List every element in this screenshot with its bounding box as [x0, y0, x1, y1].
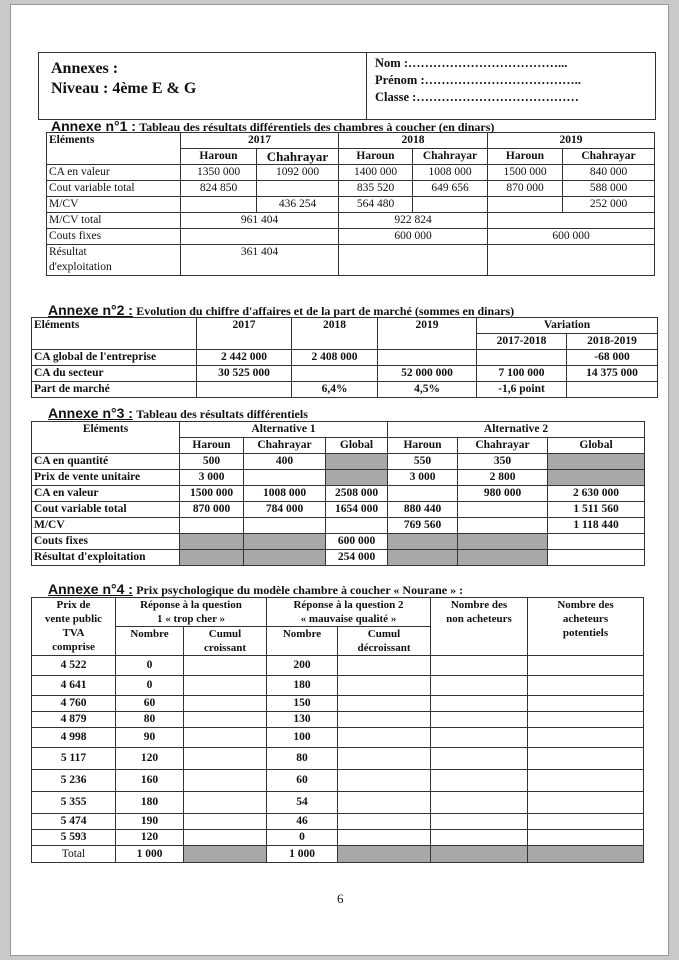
annexe3-heading: [48, 405, 308, 422]
nombre-cell: 180: [116, 792, 184, 814]
table-cell: 1092 000: [257, 165, 339, 181]
table-row: [32, 550, 645, 566]
row-label: Cout variable total: [32, 502, 180, 518]
prix-cell: 5 236: [32, 770, 116, 792]
table-cell: 2508 000: [326, 486, 388, 502]
table-cell: 600 000: [339, 229, 488, 245]
prix-cell: 4 879: [32, 712, 116, 728]
table-row: [32, 728, 644, 748]
row-label: CA en quantité: [32, 454, 180, 470]
row-label: M/CV: [32, 518, 180, 534]
nombre-cell: 190: [116, 814, 184, 830]
row-label: Couts fixes: [47, 229, 181, 245]
table-cell: 252 000: [563, 197, 655, 213]
empty-cell: [431, 830, 528, 846]
table-cell: 1 118 440: [548, 518, 645, 534]
nombre-cell: 60: [116, 696, 184, 712]
shaded-cell: [184, 846, 267, 863]
table-cell: 2 408 000: [292, 350, 378, 366]
empty-cell: [431, 712, 528, 728]
annexe2-title: Evolution du chiffre d'affaires et de la part de marché (sommes en dinars): [136, 304, 515, 318]
row-label: CA du secteur: [32, 366, 197, 382]
header-line: non acheteurs: [446, 613, 512, 625]
empty-cell: [528, 728, 644, 748]
year-header: 2017: [197, 318, 292, 350]
header-line: Réponse à la question: [140, 599, 242, 611]
elements-header: Eléments: [47, 133, 181, 165]
cumul-cell: [338, 728, 431, 748]
nombre-cell: 120: [116, 830, 184, 846]
table-cell: [292, 366, 378, 382]
product-header: Chahrayar: [413, 149, 488, 165]
table-cell: 961 404: [181, 213, 339, 229]
empty-cell: [431, 728, 528, 748]
table-row: [32, 712, 644, 728]
cumul-cell: [184, 656, 267, 676]
row-label: Part de marché: [32, 382, 197, 398]
header-box: [38, 52, 656, 120]
header-line: croissant: [204, 642, 246, 654]
table-cell: 550: [388, 454, 458, 470]
nombre-cell: 0: [116, 676, 184, 696]
table-cell: 2 800: [458, 470, 548, 486]
prix-header: [32, 598, 116, 656]
annexe4-heading: [48, 581, 463, 598]
nombre-cell: 0: [267, 830, 338, 846]
table-cell: 870 000: [488, 181, 563, 197]
table-row: [32, 656, 644, 676]
table-cell: -68 000: [567, 350, 658, 366]
table-cell: 564 480: [339, 197, 413, 213]
cumul-cell: [338, 830, 431, 846]
row-label: Résultat d'exploitation: [32, 550, 180, 566]
total-row: [32, 846, 644, 863]
annexe1-title: Tableau des résultats différentiels des chambres à coucher (en dinars): [139, 120, 495, 134]
alternative-header: Alternative 2: [388, 422, 645, 438]
header-line: vente public: [44, 613, 103, 625]
nombre-cell: 46: [267, 814, 338, 830]
shaded-cell: [244, 534, 326, 550]
cumul-cell: [184, 792, 267, 814]
annexes-title: Annexes :: [51, 60, 119, 77]
table-cell: 1 511 560: [548, 502, 645, 518]
prix-cell: 5 355: [32, 792, 116, 814]
header-line: Prix de: [56, 599, 91, 611]
shaded-cell: [338, 846, 431, 863]
shaded-cell: [458, 550, 548, 566]
nombre-header: Nombre: [267, 627, 338, 656]
empty-cell: [431, 792, 528, 814]
empty-cell: [528, 696, 644, 712]
header-line: acheteurs: [562, 613, 609, 625]
total-cell: 1 000: [267, 846, 338, 863]
table-cell: [458, 502, 548, 518]
nombre-cell: 160: [116, 770, 184, 792]
table-row: [32, 814, 644, 830]
alternative-header: Alternative 1: [180, 422, 388, 438]
table-cell: 14 375 000: [567, 366, 658, 382]
header-line: « mauvaise qualité »: [300, 613, 397, 625]
cumul-cell: [338, 748, 431, 770]
table-row: [47, 229, 655, 245]
header-line: TVA: [62, 627, 85, 639]
table-cell: [458, 518, 548, 534]
table-cell: 2 630 000: [548, 486, 645, 502]
header-line: Cumul: [208, 628, 242, 640]
cumul-cell: [338, 770, 431, 792]
table-cell: 500: [180, 454, 244, 470]
table-row: [47, 165, 655, 181]
shaded-cell: [244, 550, 326, 566]
prix-cell: 4 998: [32, 728, 116, 748]
table-cell: [181, 229, 339, 245]
nombre-cell: 80: [267, 748, 338, 770]
row-label: Couts fixes: [32, 534, 180, 550]
table-cell: 870 000: [180, 502, 244, 518]
prix-cell: 4 760: [32, 696, 116, 712]
annexe4-title: Prix psychologique du modèle chambre à coucher « Nourane » :: [136, 583, 464, 597]
variation-period: 2018-2019: [567, 334, 658, 350]
col-header: Chahrayar: [244, 438, 326, 454]
table-cell: [339, 245, 488, 276]
elements-header: Eléments: [32, 422, 180, 454]
row-label: M/CV total: [47, 213, 181, 229]
table-cell: [257, 181, 339, 197]
empty-cell: [431, 696, 528, 712]
table-cell: [488, 245, 655, 276]
table-row: [32, 366, 658, 382]
shaded-cell: [548, 454, 645, 470]
table-cell: 3 000: [388, 470, 458, 486]
table-cell: 784 000: [244, 502, 326, 518]
annexe4-table: [31, 597, 644, 863]
shaded-cell: [180, 550, 244, 566]
table-cell: 649 656: [413, 181, 488, 197]
empty-cell: [528, 712, 644, 728]
cumul-cell: [338, 792, 431, 814]
table-row: [32, 382, 658, 398]
table-cell: [244, 470, 326, 486]
table-cell: [326, 518, 388, 534]
table-cell: 588 000: [563, 181, 655, 197]
table-row: [32, 350, 658, 366]
header-line: décroissant: [357, 642, 411, 654]
cumul-cell: [338, 656, 431, 676]
empty-cell: [528, 814, 644, 830]
table-cell: 1500 000: [488, 165, 563, 181]
table-cell: 600 000: [326, 534, 388, 550]
table-cell: 1008 000: [413, 165, 488, 181]
product-header: Haroun: [488, 149, 563, 165]
table-cell: 1654 000: [326, 502, 388, 518]
col-header: Global: [548, 438, 645, 454]
nombre-cell: 90: [116, 728, 184, 748]
cumul-cell: [338, 712, 431, 728]
header-line: Réponse à la question 2: [293, 599, 404, 611]
annexe1-label: Annexe n°1 :: [51, 118, 136, 134]
table-cell: 6,4%: [292, 382, 378, 398]
cumul-cell: [184, 712, 267, 728]
col-header: Haroun: [180, 438, 244, 454]
table-cell: 880 440: [388, 502, 458, 518]
table-cell: [488, 213, 655, 229]
product-header: Haroun: [339, 149, 413, 165]
elements-header: Eléments: [32, 318, 197, 350]
year-header: 2017: [181, 133, 339, 149]
shaded-cell: [548, 470, 645, 486]
cumul-cell: [184, 770, 267, 792]
col-header: Global: [326, 438, 388, 454]
row-label-line: d'exploitation: [49, 261, 112, 273]
table-row: [47, 245, 655, 276]
shaded-cell: [326, 470, 388, 486]
header-line: comprise: [52, 641, 95, 653]
empty-cell: [528, 770, 644, 792]
nombre-cell: 180: [267, 676, 338, 696]
year-header: 2018: [339, 133, 488, 149]
total-label: Total: [32, 846, 116, 863]
row-label: CA global de l'entreprise: [32, 350, 197, 366]
header-line: potentiels: [562, 627, 609, 639]
table-cell: [548, 550, 645, 566]
annexe3-title: Tableau des résultats différentiels: [136, 407, 308, 421]
prix-cell: 5 117: [32, 748, 116, 770]
shaded-cell: [388, 550, 458, 566]
table-cell: 980 000: [458, 486, 548, 502]
product-header: Chahrayar: [257, 149, 339, 165]
document-page: [10, 4, 669, 956]
annexe4-label: Annexe n°4 :: [48, 581, 133, 597]
cumul-cell: [338, 696, 431, 712]
nombre-cell: 54: [267, 792, 338, 814]
shaded-cell: [388, 534, 458, 550]
nombre-cell: 150: [267, 696, 338, 712]
nombre-cell: 130: [267, 712, 338, 728]
table-cell: 436 254: [257, 197, 339, 213]
shaded-cell: [326, 454, 388, 470]
year-header: 2019: [378, 318, 477, 350]
table-cell: 361 404: [181, 245, 339, 276]
nombre-cell: 60: [267, 770, 338, 792]
classe-field: Classe :…………………………………: [375, 90, 579, 104]
year-header: 2019: [488, 133, 655, 149]
table-row: [32, 454, 645, 470]
variation-header: Variation: [477, 318, 658, 334]
col-header: Chahrayar: [458, 438, 548, 454]
row-label: Cout variable total: [47, 181, 181, 197]
prix-cell: 5 474: [32, 814, 116, 830]
table-row: [32, 518, 645, 534]
year-header: 2018: [292, 318, 378, 350]
nombre-cell: 100: [267, 728, 338, 748]
table-cell: [244, 518, 326, 534]
shaded-cell: [180, 534, 244, 550]
table-row: [32, 792, 644, 814]
annexe2-table: [31, 317, 658, 398]
table-row: [47, 197, 655, 213]
cumul-cell: [184, 814, 267, 830]
header-line: 1 « trop cher »: [156, 613, 226, 625]
nombre-header: Nombre: [116, 627, 184, 656]
table-cell: 52 000 000: [378, 366, 477, 382]
nombre-cell: 200: [267, 656, 338, 676]
table-cell: 400: [244, 454, 326, 470]
table-cell: [413, 197, 488, 213]
row-label: CA en valeur: [32, 486, 180, 502]
table-cell: [388, 486, 458, 502]
table-cell: 30 525 000: [197, 366, 292, 382]
empty-cell: [431, 748, 528, 770]
table-row: [32, 770, 644, 792]
empty-cell: [431, 656, 528, 676]
table-row: [32, 534, 645, 550]
prix-cell: 4 522: [32, 656, 116, 676]
table-cell: 824 850: [181, 181, 257, 197]
table-cell: [488, 197, 563, 213]
q2-header: [267, 598, 431, 627]
row-label: Prix de vente unitaire: [32, 470, 180, 486]
shaded-cell: [431, 846, 528, 863]
empty-cell: [528, 656, 644, 676]
table-cell: [567, 382, 658, 398]
q1-header: [116, 598, 267, 627]
shaded-cell: [528, 846, 644, 863]
table-row: [32, 676, 644, 696]
prix-cell: 4 641: [32, 676, 116, 696]
table-cell: 1350 000: [181, 165, 257, 181]
header-line: Cumul: [367, 628, 401, 640]
table-cell: 1500 000: [180, 486, 244, 502]
empty-cell: [431, 814, 528, 830]
empty-cell: [431, 676, 528, 696]
row-label: CA en valeur: [47, 165, 181, 181]
table-row: [32, 748, 644, 770]
table-cell: [197, 382, 292, 398]
empty-cell: [528, 792, 644, 814]
table-cell: 1008 000: [244, 486, 326, 502]
header-line: Nombre des: [557, 599, 614, 611]
empty-cell: [431, 770, 528, 792]
table-row: [32, 486, 645, 502]
cumul-cell: [184, 748, 267, 770]
empty-cell: [528, 676, 644, 696]
product-header: Haroun: [181, 149, 257, 165]
table-cell: 835 520: [339, 181, 413, 197]
nombre-cell: 0: [116, 656, 184, 676]
table-cell: 7 100 000: [477, 366, 567, 382]
table-cell: 4,5%: [378, 382, 477, 398]
cumul-cell: [338, 814, 431, 830]
table-row: [32, 502, 645, 518]
table-cell: [548, 534, 645, 550]
table-cell: 922 824: [339, 213, 488, 229]
annexe2-label: Annexe n°2 :: [48, 302, 133, 318]
page-number: 6: [337, 891, 344, 906]
table-cell: 1400 000: [339, 165, 413, 181]
table-cell: -1,6 point: [477, 382, 567, 398]
table-row: [47, 213, 655, 229]
table-row: [32, 470, 645, 486]
annexe3-table: [31, 421, 645, 566]
cumul-cell: [184, 830, 267, 846]
table-cell: [378, 350, 477, 366]
cumul-decroissant-header: [338, 627, 431, 656]
table-row: [47, 181, 655, 197]
non-acheteurs-header: [431, 598, 528, 656]
annexe1-table: [46, 132, 655, 276]
shaded-cell: [458, 534, 548, 550]
annexe3-label: Annexe n°3 :: [48, 405, 133, 421]
header-line: Nombre des: [450, 599, 508, 611]
col-header: Haroun: [388, 438, 458, 454]
table-cell: 840 000: [563, 165, 655, 181]
table-cell: 3 000: [180, 470, 244, 486]
cumul-cell: [184, 676, 267, 696]
table-cell: 350: [458, 454, 548, 470]
cumul-cell: [338, 676, 431, 696]
niveau-label: Niveau : 4ème E & G: [51, 80, 197, 97]
table-row: [32, 830, 644, 846]
acheteurs-potentiels-header: [528, 598, 644, 656]
prenom-field: Prénom :………………………………..: [375, 73, 581, 87]
empty-cell: [528, 830, 644, 846]
nombre-cell: 120: [116, 748, 184, 770]
nom-field: Nom :………………………………...: [375, 56, 568, 70]
cumul-cell: [184, 696, 267, 712]
table-row: [32, 696, 644, 712]
variation-period: 2017-2018: [477, 334, 567, 350]
table-cell: 254 000: [326, 550, 388, 566]
table-cell: [180, 518, 244, 534]
product-header: Chahrayar: [563, 149, 655, 165]
row-label: M/CV: [47, 197, 181, 213]
nombre-cell: 80: [116, 712, 184, 728]
row-label-line: Résultat: [49, 246, 87, 258]
prix-cell: 5 593: [32, 830, 116, 846]
cumul-croissant-header: [184, 627, 267, 656]
cumul-cell: [184, 728, 267, 748]
row-label: [47, 245, 181, 276]
table-cell: [477, 350, 567, 366]
total-cell: 1 000: [116, 846, 184, 863]
table-cell: 769 560: [388, 518, 458, 534]
table-cell: 2 442 000: [197, 350, 292, 366]
table-cell: 600 000: [488, 229, 655, 245]
empty-cell: [528, 748, 644, 770]
table-cell: [181, 197, 257, 213]
